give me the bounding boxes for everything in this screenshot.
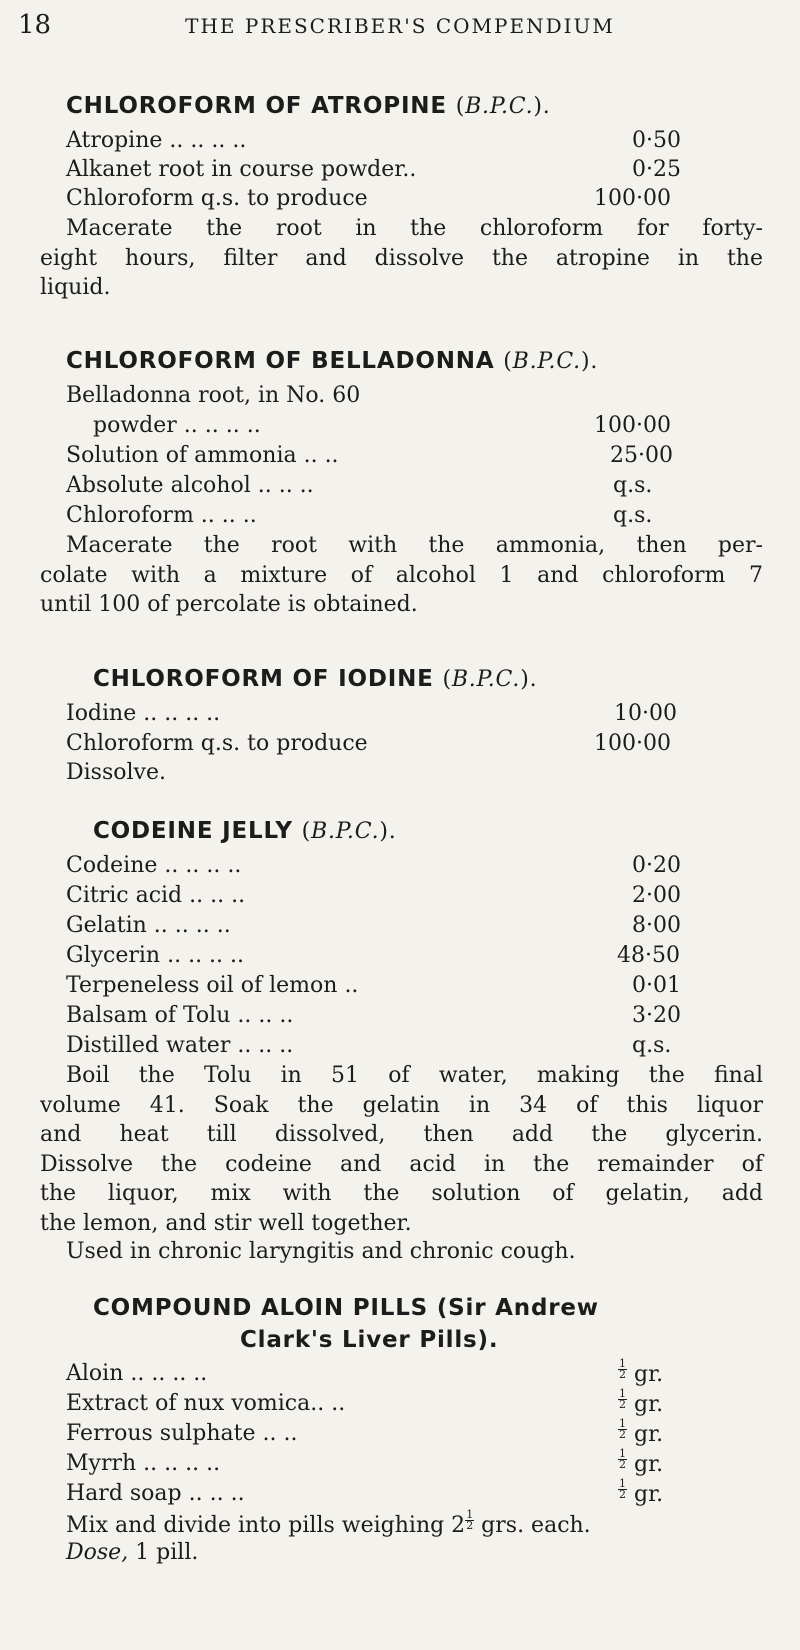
running-title: THE PRESCRIBER'S COMPENDIUM xyxy=(185,14,615,38)
ingredient-row: Alkanet root in course powder.. 0·25 xyxy=(66,157,681,182)
ingredient-row: Citric acid .. .. .. 2·00 xyxy=(66,883,681,908)
ingredient-row: powder .. .. .. .. 100·00 xyxy=(93,413,671,438)
ingredient-row: Glycerin .. .. .. .. 48·50 xyxy=(66,943,680,968)
ingredient-row: Chloroform q.s. to produce 100·00 xyxy=(66,731,671,756)
ingredient-row: Ferrous sulphate .. .. $\frac{1}{2}$ gr. xyxy=(66,1417,664,1447)
dose-line: Dose, 1 pill. xyxy=(66,1540,199,1565)
ingredient-row: Hard soap .. .. .. $\frac{1}{2}$ gr. xyxy=(66,1477,664,1507)
ingredient-row: Balsam of Tolu .. .. .. 3·20 xyxy=(66,1003,681,1028)
method-paragraph: Dissolve. xyxy=(66,760,166,785)
method-paragraph: Mix and divide into pills weighing 2 $\frac{1}{2}$ grs. each. xyxy=(66,1508,591,1538)
ingredient-row: Chloroform .. .. .. q.s. xyxy=(66,503,653,528)
ingredient-row: Chloroform q.s. to produce 100·00 xyxy=(66,186,671,211)
method-paragraph: Macerate the root in the chloroform for forty- eight hours, filter and dissolve the atropine in the liquid. xyxy=(40,216,763,300)
ingredient-row: Gelatin .. .. .. .. 8·00 xyxy=(66,913,681,938)
page-number: 18 xyxy=(18,10,52,40)
usage-note: Used in chronic laryngitis and chronic cough. xyxy=(66,1239,576,1264)
ingredient-row: Solution of ammonia .. .. 25·00 xyxy=(66,443,673,468)
section-title-aloin-pills: COMPOUND ALOIN PILLS (Sir Andrew xyxy=(93,1295,599,1321)
ingredient-row: Extract of nux vomica.. .. $\frac{1}{2}$ gr. xyxy=(66,1387,664,1417)
ingredient-row: Aloin .. .. .. .. $\frac{1}{2}$ gr. xyxy=(66,1357,664,1387)
ingredient-row: Distilled water .. .. .. q.s. xyxy=(66,1033,672,1058)
section-title-atropine: CHLOROFORM OF ATROPINE (B.P.C.). xyxy=(66,93,551,119)
section-title-iodine: CHLOROFORM OF IODINE (B.P.C.). xyxy=(93,666,538,692)
ingredient-row: Codeine .. .. .. .. 0·20 xyxy=(66,853,681,878)
section-subtitle-aloin-pills: Clark's Liver Pills). xyxy=(240,1327,499,1353)
method-paragraph: Boil the Tolu in 51 of water, making the final volume 41. Soak the gelatin in 34 of this liquor and heat till dissolved, then add the glycerin. Dissolve the codeine and acid in the remainder of the liquor, mix with the solution of gelatin, add the lemon, and stir well together. xyxy=(40,1063,763,1236)
ingredient-row: Terpeneless oil of lemon .. 0·01 xyxy=(66,973,681,998)
ingredient-row: Belladonna root, in No. 60 xyxy=(66,383,361,408)
section-title-codeine-jelly: CODEINE JELLY (B.P.C.). xyxy=(93,818,397,844)
section-title-belladonna: CHLOROFORM OF BELLADONNA (B.P.C.). xyxy=(66,348,599,374)
ingredient-row: Atropine .. .. .. .. 0·50 xyxy=(66,128,681,153)
ingredient-row: Absolute alcohol .. .. .. q.s. xyxy=(66,473,653,498)
ingredient-row: Iodine .. .. .. .. 10·00 xyxy=(66,701,677,726)
page-header xyxy=(18,8,782,48)
ingredient-row: Myrrh .. .. .. .. $\frac{1}{2}$ gr. xyxy=(66,1447,664,1477)
method-paragraph: Macerate the root with the ammonia, then per- colate with a mixture of alcohol 1 and chloroform 7 until 100 of percolate is obtained. xyxy=(40,533,763,617)
